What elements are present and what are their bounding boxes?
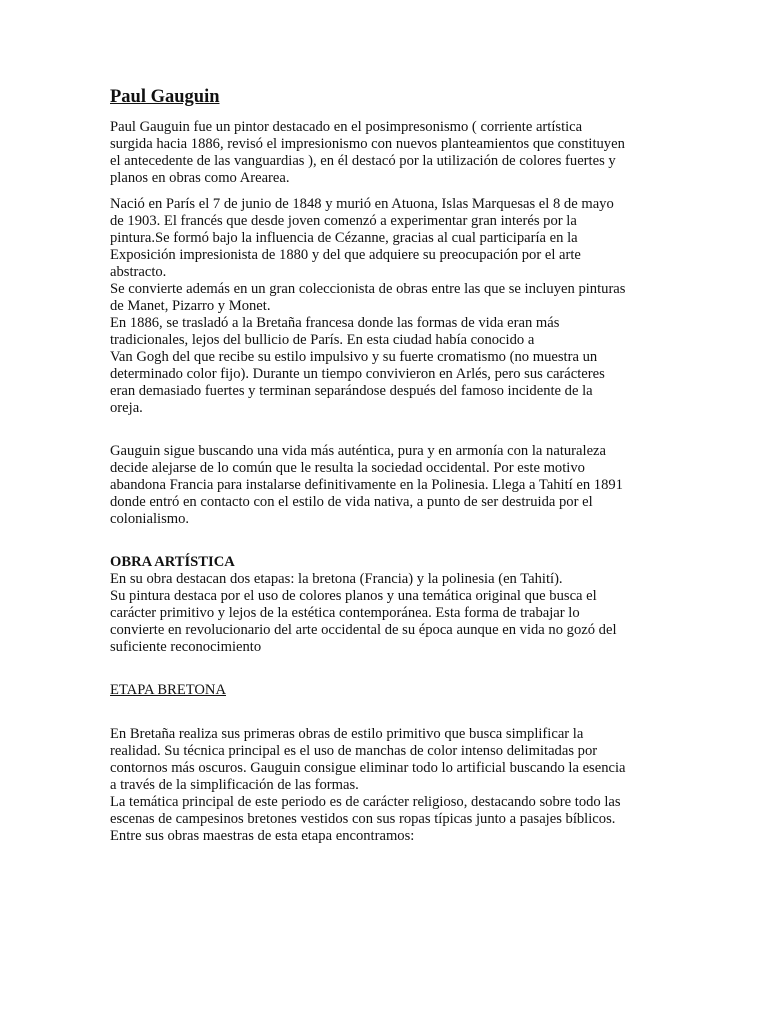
- spacer: [110, 656, 670, 682]
- obra-artistica-paragraph: En su obra destacan dos etapas: la bretona (Francia) y la polinesia (en Tahití). Su pintura destaca por el uso de colores planos y una temática original que busca el carácter primitivo y lejos de la estética contemporánea. Esta forma de trabajar lo convierte en revolucionario del arte occidental de su época aunque en vida no gozó del suficiente reconocimiento: [110, 571, 617, 655]
- polynesia-paragraph: Gauguin sigue buscando una vida más auténtica, pura y en armonía con la naturaleza decide alejarse de lo común que le resulta la sociedad occidental. Por este motivo abandona Francia para instalarse definitivamente en la Polinesia. Llega a Tahití en 1891 donde entró en contacto con el estilo de vida nativa, a punto de ser destruida por el colonialismo.: [110, 443, 623, 527]
- document-body: [110, 86, 670, 845]
- obra-artistica-heading: OBRA ARTÍSTICA: [110, 554, 235, 570]
- spacer: [110, 417, 670, 443]
- etapa-bretona-heading: ETAPA BRETONA: [110, 682, 227, 698]
- document-title: Paul Gauguin: [110, 87, 220, 107]
- intro-paragraph: Paul Gauguin fue un pintor destacado en el posimpresonismo ( corriente artística surgida hacia 1886, revisó el impresionismo con nuevos planteamientos que constituyen el antecedente de las vanguardias ), en él destacó por la utilización de colores fuertes y planos en obras como Arearea.: [110, 119, 625, 186]
- spacer: [110, 528, 670, 554]
- etapa-bretona-paragraph: En Bretaña realiza sus primeras obras de estilo primitivo que busca simplificar la realidad. Su técnica principal es el uso de manchas de color intenso delimitadas por contornos más oscuros. Gauguin consigue eliminar todo lo artificial buscando la esencia a través de la simplificación de las formas. La temática principal de este periodo es de carácter religioso, destacando sobre todo las escenas de campesinos bretones vestidos con sus ropas típicas junto a pasajes bíblicos. Entre sus obras maestras de esta etapa encontramos:: [110, 726, 626, 844]
- spacer: [110, 699, 670, 726]
- spacer: [110, 187, 670, 196]
- biography-paragraph: Nació en París el 7 de junio de 1848 y murió en Atuona, Islas Marquesas el 8 de mayo de 1903. El francés que desde joven comenzó a experimentar gran interés por la pintura.Se formó bajo la influencia de Cézanne, gracias al cual participaría en la Exposición impresionista de 1880 y del que adquiere su preocupación por el arte abstracto. Se convierte además en un gran coleccionista de obras entre las que se incluyen pinturas de Manet, Pizarro y Monet. En 1886, se trasladó a la Bretaña francesa donde las formas de vida eran más tradicionales, lejos del bullicio de París. En esta ciudad había conocido a Van Gogh del que recibe su estilo impulsivo y su fuerte cromatismo (no muestra un determinado color fijo). Durante un tiempo convivieron en Arlés, pero sus carácteres eran demasiado fuertes y terminan separándose después del famoso incidente de la oreja.: [110, 196, 626, 416]
